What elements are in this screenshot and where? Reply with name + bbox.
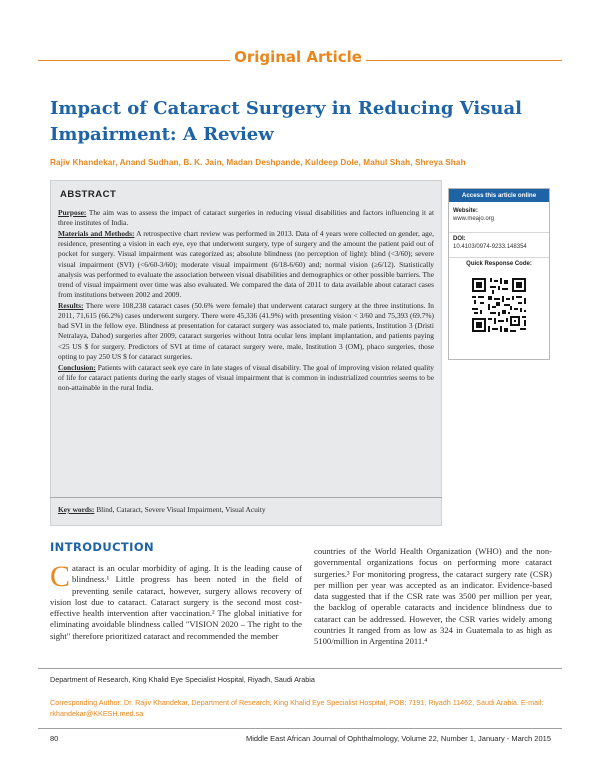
doi-row [449, 236, 549, 250]
abstract-heading: ABSTRACT [60, 189, 117, 200]
header-rule-left [38, 60, 230, 61]
affiliation-note: Department of Research, King Khalid Eye Specialist Hospital, Riyadh, Saudi Arabia [50, 675, 315, 684]
qr-code-label: Quick Response Code: [466, 261, 532, 267]
introduction-left-text: ataract is an ocular morbidity of aging. It is the leading cause of blindness.¹ Little progress has been noted in the field of preventing senile cataract, however, surgery allows recovery of vision lost due to cataract. Cataract surgery is the second most cost-effective health intervention after vaccination.² The global initiative for eliminating avoidable blindness called "VISION 2020 – The right to the sight" therefore prioritized cataract and recommended the member [50, 563, 302, 641]
abstract-body [58, 208, 434, 394]
footnote-divider [38, 668, 562, 669]
website-link[interactable]: www.meajo.org [453, 216, 495, 222]
abstract-results [58, 301, 434, 362]
website-label: Website: [453, 208, 478, 214]
footer-divider [38, 728, 562, 729]
keywords-text: Blind, Cataract, Severe Visual Impairment, Visual Acuity [94, 505, 266, 514]
qr-code-icon[interactable] [470, 276, 528, 334]
article-title: Impact of Cataract Surgery in Reducing Visual Impairment: A Review [50, 98, 522, 145]
correspondence-note: Corresponding Author: Dr. Rajiv Khandekar, Department of Research, King Khalid Eye Specialist Hospital, POB: 7191, Riyadh 11462, Saudi Arabia. E-mail: rkhandekar@KKESH.med.sa [50, 698, 544, 718]
introduction-heading: INTRODUCTION [50, 540, 155, 554]
access-online-title: Access this article online [449, 189, 549, 202]
doi-label: DOI: [453, 236, 466, 242]
introduction-left-column [50, 560, 302, 642]
keywords-divider [50, 497, 442, 498]
access-divider [449, 257, 549, 258]
section-label: Original Article [234, 48, 362, 66]
website-row [449, 208, 549, 222]
conclusion-label: Conclusion: [58, 362, 96, 372]
header-rule-right [366, 60, 562, 61]
conclusion-text: Patients with cataract seek eye care in late stages of visual disability. The goal of improving vision related quality of life for cataract patients during the early stages of visual impairment that is common in industrialized countries seems to be non-attainable in the rural India. [58, 362, 434, 392]
abstract-methods [58, 229, 434, 300]
access-divider [449, 232, 549, 233]
abstract-purpose [58, 208, 434, 228]
doi-value[interactable]: 10.4103/0974-9233.148354 [453, 244, 527, 250]
results-text: There were 108,238 cataract cases (50.6% were female) that underwent cataract surgery at the three institutions. In 2011, 71,615 (66.2%) cases underwent surgery. There were 45,336 (41.9%) with presenting vision < 3/60 and 75,393 (69.7%) had SVI in the fellow eye. Blindness at presentation for cataract surgery was associated to, male patients, Institution 3 (Dristi Netralaya, Dahod) surgeries after 2009, cataract surgeries without Intra ocular lens implant implantation, and patients paying <25 US $ for surgery. Predictors of SVI at time of cataract surgery were, male, Institution 3 (OM), phaco surgeries, those opting to pay 250 US $ for cataract surgeries. [58, 300, 434, 361]
keywords [58, 505, 434, 514]
results-label: Results: [58, 300, 84, 310]
keywords-label: Key words: [58, 505, 95, 514]
author-list: Rajiv Khandekar, Anand Sudhan, B. K. Jain, Madan Deshpande, Kuldeep Dole, Mahul Shah, Shreya Shah [50, 158, 466, 167]
abstract-conclusion [58, 363, 434, 394]
purpose-text: The aim was to assess the impact of cataract surgeries in reducing visual disabilities and factors influencing it at three institutes of India. [58, 208, 434, 228]
journal-citation: Middle East African Journal of Ophthalmology, Volume 22, Number 1, January - March 2015 [245, 734, 551, 743]
introduction-right-text: countries of the World Health Organization (WHO) and the non-governmental organizations focus on performing more cataract surgeries.³ For monitoring progress, the cataract surgery rate (CSR) per million per year was accepted as an indicator. Evidence-based data suggested that if the CSR rate was 3500 per million per year, the backlog of operable cataracts and incidence blindness due to cataract can be addressed. However, the CSR varies widely among countries It ranged from as low as 324 in Guatemala to as high as 5100/million in Argentina 2011.⁴ [314, 546, 552, 647]
introduction-right-column [314, 546, 552, 648]
methods-label: Materials and Methods: [58, 228, 135, 238]
purpose-label: Purpose: [58, 208, 87, 217]
methods-text: A retrospective chart review was performed in 2013. Data of 4 years were collected on gender, age, residence, presenting a vision in each eye, eye that underwent surgery, type of surgery and the amount the patient paid out of pocket for surgery. Visual impairment was categorized as; absolute blindness (no perception of light): blind (<3/60); severe visual impairment (SVI) (<6/60-3/60); moderate visual impairment (6/18-6/60) and; normal vision (≥6/12). Statistically analysis was performed to evaluate the association between visual disabilities and demographics or other possible barriers. The trend of visual impairment over time was also evaluated. We compared the data of 2011 to data available about cataract cases from institutions between 2002 and 2009. [58, 228, 434, 300]
drop-cap: C [50, 560, 71, 593]
page-number: 80 [50, 734, 59, 743]
